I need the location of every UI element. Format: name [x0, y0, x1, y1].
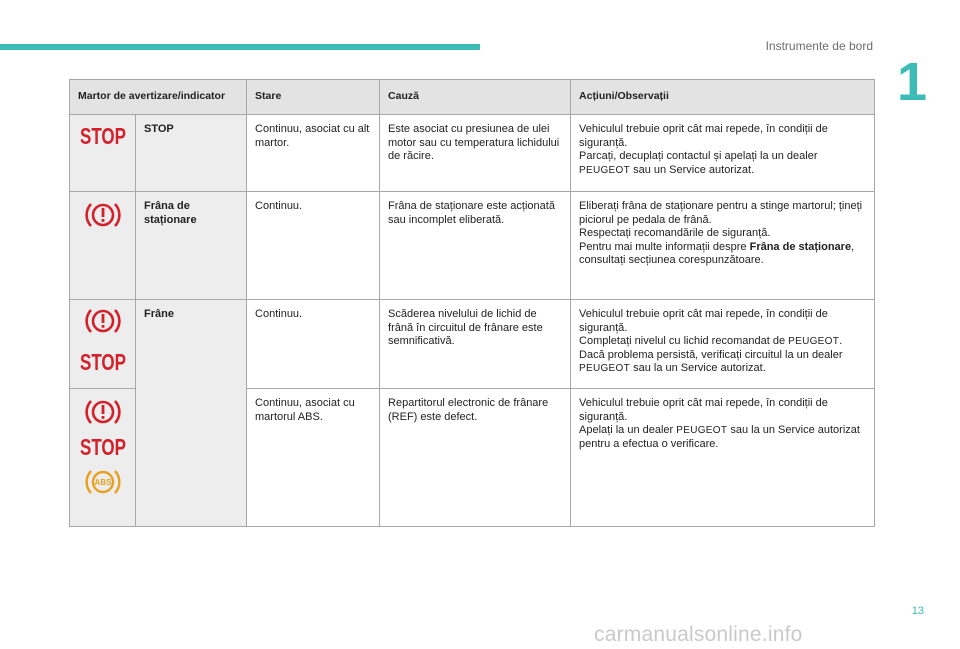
brake-warning-icon [83, 395, 123, 429]
table-header-row [70, 80, 875, 115]
action-text: Vehiculul trebuie oprit cât mai repede, în condiții de siguranță. [579, 123, 828, 149]
action-text: sau la un Service autorizat pentru a efectua o verificare. [579, 424, 860, 450]
column-header: Martor de avertizare/indicator [70, 80, 247, 115]
stop-icon-text: STOP [79, 349, 126, 375]
abs-icon-text: ABS [94, 478, 111, 487]
column-header: Cauză [380, 80, 571, 115]
indicator-cell [70, 192, 136, 300]
action-text: Parcați, decuplați contactul și apelați la un dealer [579, 150, 818, 162]
brand-name: PEUGEOT [788, 336, 840, 347]
action-text: Pentru mai multe informații despre [579, 240, 747, 253]
table-row [70, 115, 875, 192]
warning-lights-table [69, 79, 875, 527]
bold-reference: Frâna de staționare [749, 240, 852, 253]
action-text: Completați nivelul cu lichid recomandat de [579, 335, 786, 347]
cause-cell: Repartitorul electronic de frânare (REF) este defect. [380, 389, 571, 527]
indicator-name: Frâne [136, 300, 247, 527]
action-text: . [839, 335, 843, 347]
table-row [70, 300, 875, 389]
cause-cell: Este asociat cu presiunea de ulei motor sau cu temperatura lichidului de răcire. [380, 115, 571, 192]
state-cell: Continuu. [247, 300, 380, 389]
indicator-name: STOP [136, 115, 247, 192]
actions-cell [571, 192, 875, 300]
state-cell: Continuu, asociat cu alt martor. [247, 115, 380, 192]
stop-icon-text: STOP [79, 434, 126, 460]
parking-brake-warning-icon [83, 198, 123, 232]
action-text: Dacă problema persistă, verificați circuitul la un dealer [579, 348, 843, 361]
brand-name: PEUGEOT [579, 363, 631, 374]
action-text: Vehiculul trebuie oprit cât mai repede, în condiții de siguranță. [579, 308, 828, 334]
cause-cell: Scăderea nivelului de lichid de frână în circuitul de frânare este semnificativă. [380, 300, 571, 389]
brake-warning-icon [83, 304, 123, 338]
action-text: Respectați recomandările de siguranță. [579, 227, 771, 239]
indicator-name: Frâna de staționare [136, 192, 247, 300]
state-cell: Continuu. [247, 192, 380, 300]
actions-cell [571, 115, 875, 192]
header-accent-bar [0, 44, 480, 50]
action-text: Vehiculul trebuie oprit cât mai repede, în condiții de siguranță. [579, 397, 828, 423]
action-text: , consultați secțiunea corespunzătoare. [579, 240, 855, 266]
cause-cell: Frâna de staționare este acționată sau incomplet eliberată. [380, 192, 571, 300]
actions-cell [571, 300, 875, 389]
column-header: Acțiuni/Observații [571, 80, 875, 115]
indicator-cell [70, 115, 136, 192]
brand-name: PEUGEOT [579, 164, 631, 176]
chapter-number: 1 [897, 52, 928, 112]
indicator-cell [70, 300, 136, 389]
action-text: sau la un Service autorizat. [633, 362, 766, 374]
section-title: Instrumente de bord [765, 39, 873, 53]
stop-warning-icon [78, 346, 128, 376]
stop-warning-icon [78, 121, 128, 149]
action-text: sau un Service autorizat. [633, 163, 755, 176]
watermark: carmanualsonline.info [594, 623, 803, 646]
stop-icon-text: STOP [79, 123, 126, 149]
brand-name: PEUGEOT [676, 425, 728, 436]
abs-warning-icon [83, 465, 123, 499]
state-cell: Continuu, asociat cu martorul ABS. [247, 389, 380, 527]
page-number: 13 [911, 605, 924, 617]
stop-warning-icon [78, 431, 128, 461]
action-text: Eliberați frâna de staționare pentru a stinge martorul; țineți piciorul pe pedala de frână. [579, 200, 863, 226]
column-header: Stare [247, 80, 380, 115]
indicator-cell [70, 389, 136, 527]
table-row [70, 192, 875, 300]
action-text: Apelați la un dealer [579, 424, 674, 436]
actions-cell [571, 389, 875, 527]
